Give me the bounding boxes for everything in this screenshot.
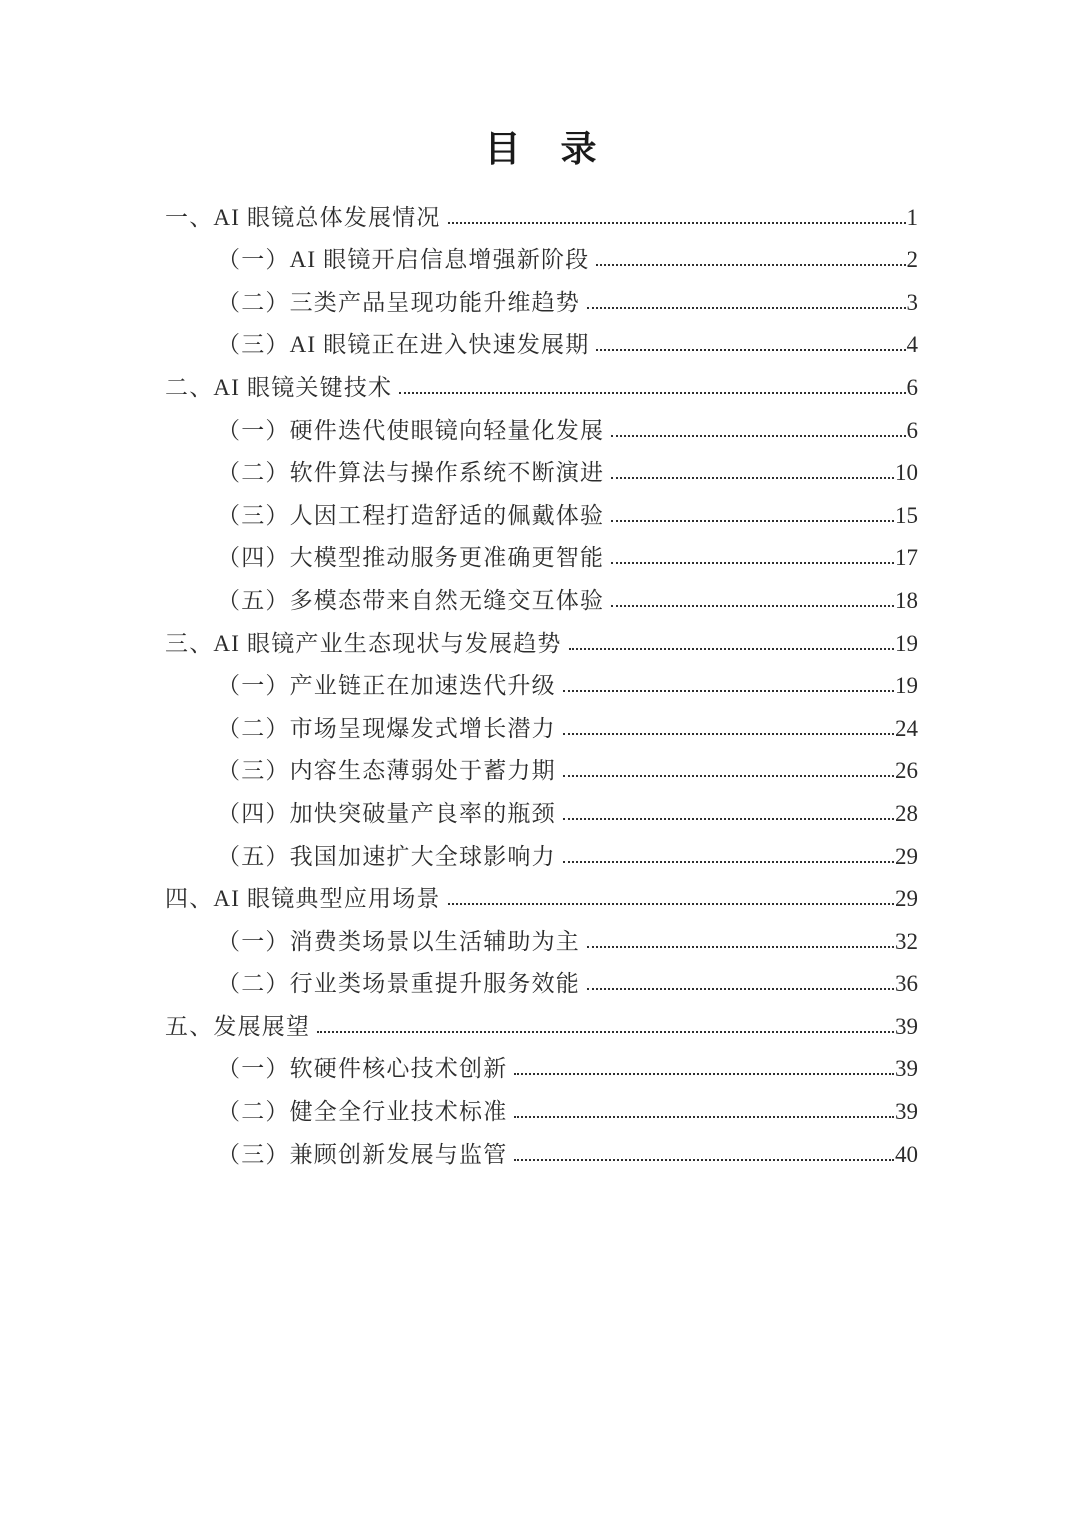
toc-entry-label: （四）大模型推动服务更准确更智能 <box>217 545 605 571</box>
toc-entry-label: （三）内容生态薄弱处于蓄力期 <box>217 758 556 784</box>
toc-entry-label: （一）产业链正在加速迭代升级 <box>217 673 556 699</box>
toc-entry[interactable] <box>165 1084 918 1127</box>
toc-entry-page: 24 <box>895 715 918 741</box>
toc-entry-label: （一）硬件迭代使眼镜向轻量化发展 <box>217 417 605 443</box>
toc-entry-label: （三）人因工程打造舒适的佩戴体验 <box>217 502 605 528</box>
toc-entry-page: 1 <box>906 204 918 230</box>
toc-leader-dots <box>514 1116 894 1118</box>
toc-entry[interactable] <box>165 1127 918 1170</box>
toc-entry-page: 29 <box>895 886 918 912</box>
toc-entry-label: 一、AI 眼镜总体发展情况 <box>165 204 441 230</box>
toc-entry[interactable] <box>165 488 918 531</box>
toc-entry-page: 2 <box>906 247 918 273</box>
toc-entry[interactable] <box>165 701 918 744</box>
toc-entry-label: 二、AI 眼镜关键技术 <box>165 374 393 400</box>
toc-entry[interactable] <box>165 573 918 616</box>
toc-entry[interactable] <box>165 914 918 957</box>
table-of-contents <box>165 190 918 1170</box>
toc-entry-label: （一）消费类场景以生活辅助为主 <box>217 928 580 954</box>
toc-leader-dots <box>399 392 905 394</box>
toc-entry-page: 29 <box>895 843 918 869</box>
toc-entry[interactable] <box>165 190 918 233</box>
toc-entry-page: 10 <box>895 460 918 486</box>
toc-entry-page: 36 <box>895 971 918 997</box>
toc-entry[interactable] <box>165 446 918 489</box>
toc-entry-label: （一）AI 眼镜开启信息增强新阶段 <box>217 247 590 273</box>
toc-entry-label: （二）行业类场景重提升服务效能 <box>217 971 580 997</box>
toc-entry[interactable] <box>165 999 918 1042</box>
toc-entry[interactable] <box>165 1042 918 1085</box>
toc-entry-label: （二）软件算法与操作系统不断演进 <box>217 460 605 486</box>
toc-leader-dots <box>448 903 894 905</box>
toc-entry[interactable] <box>165 318 918 361</box>
toc-entry-page: 39 <box>895 1013 918 1039</box>
toc-leader-dots <box>611 520 894 522</box>
toc-entry-label: （三）AI 眼镜正在进入快速发展期 <box>217 332 590 358</box>
toc-leader-dots <box>514 1159 894 1161</box>
toc-entry-label: 四、AI 眼镜典型应用场景 <box>165 886 441 912</box>
toc-entry[interactable] <box>165 403 918 446</box>
toc-entry-label: （二）市场呈现爆发式增长潜力 <box>217 715 556 741</box>
toc-entry-label: （五）多模态带来自然无缝交互体验 <box>217 587 605 613</box>
toc-entry-page: 3 <box>906 289 918 315</box>
toc-entry[interactable] <box>165 957 918 1000</box>
toc-entry-page: 15 <box>895 502 918 528</box>
toc-entry-page: 39 <box>895 1099 918 1125</box>
toc-leader-dots <box>563 733 894 735</box>
toc-entry[interactable] <box>165 744 918 787</box>
toc-leader-dots <box>596 264 905 266</box>
toc-entry[interactable] <box>165 786 918 829</box>
toc-entry-page: 28 <box>895 800 918 826</box>
toc-entry-label: （四）加快突破量产良率的瓶颈 <box>217 800 556 826</box>
toc-entry[interactable] <box>165 829 918 872</box>
toc-leader-dots <box>569 648 894 650</box>
toc-leader-dots <box>587 946 894 948</box>
page-title: 目 录 <box>484 129 599 169</box>
toc-leader-dots <box>611 562 894 564</box>
toc-entry-page: 18 <box>895 587 918 613</box>
toc-entry-page: 6 <box>906 374 918 400</box>
toc-entry[interactable] <box>165 616 918 659</box>
toc-entry-label: （二）三类产品呈现功能升维趋势 <box>217 289 580 315</box>
toc-entry-page: 6 <box>906 417 918 443</box>
toc-leader-dots <box>596 349 905 351</box>
toc-entry[interactable] <box>165 872 918 915</box>
toc-leader-dots <box>587 988 894 990</box>
toc-leader-dots <box>563 775 894 777</box>
toc-entry-label: （五）我国加速扩大全球影响力 <box>217 843 556 869</box>
toc-leader-dots <box>563 861 894 863</box>
toc-entry-page: 40 <box>895 1141 918 1167</box>
toc-entry[interactable] <box>165 275 918 318</box>
toc-leader-dots <box>587 307 906 309</box>
toc-entry-label: （一）软硬件核心技术创新 <box>217 1056 508 1082</box>
toc-entry[interactable] <box>165 659 918 702</box>
toc-entry-page: 19 <box>895 630 918 656</box>
toc-entry-label: 三、AI 眼镜产业生态现状与发展趋势 <box>165 630 562 656</box>
toc-entry-page: 39 <box>895 1056 918 1082</box>
toc-entry[interactable] <box>165 531 918 574</box>
toc-leader-dots <box>317 1031 894 1033</box>
toc-entry[interactable] <box>165 233 918 276</box>
toc-entry-page: 19 <box>895 673 918 699</box>
toc-entry-label: （二）健全全行业技术标准 <box>217 1099 508 1125</box>
toc-entry[interactable] <box>165 360 918 403</box>
toc-leader-dots <box>611 477 894 479</box>
toc-entry-page: 17 <box>895 545 918 571</box>
toc-entry-label: （三）兼顾创新发展与监管 <box>217 1141 508 1167</box>
toc-entry-page: 32 <box>895 928 918 954</box>
toc-entry-page: 4 <box>906 332 918 358</box>
toc-leader-dots <box>611 605 894 607</box>
toc-leader-dots <box>514 1073 894 1075</box>
toc-leader-dots <box>448 222 906 224</box>
toc-entry-page: 26 <box>895 758 918 784</box>
toc-entry-label: 五、发展展望 <box>165 1013 311 1039</box>
toc-leader-dots <box>563 690 894 692</box>
toc-leader-dots <box>611 435 905 437</box>
toc-leader-dots <box>563 818 894 820</box>
